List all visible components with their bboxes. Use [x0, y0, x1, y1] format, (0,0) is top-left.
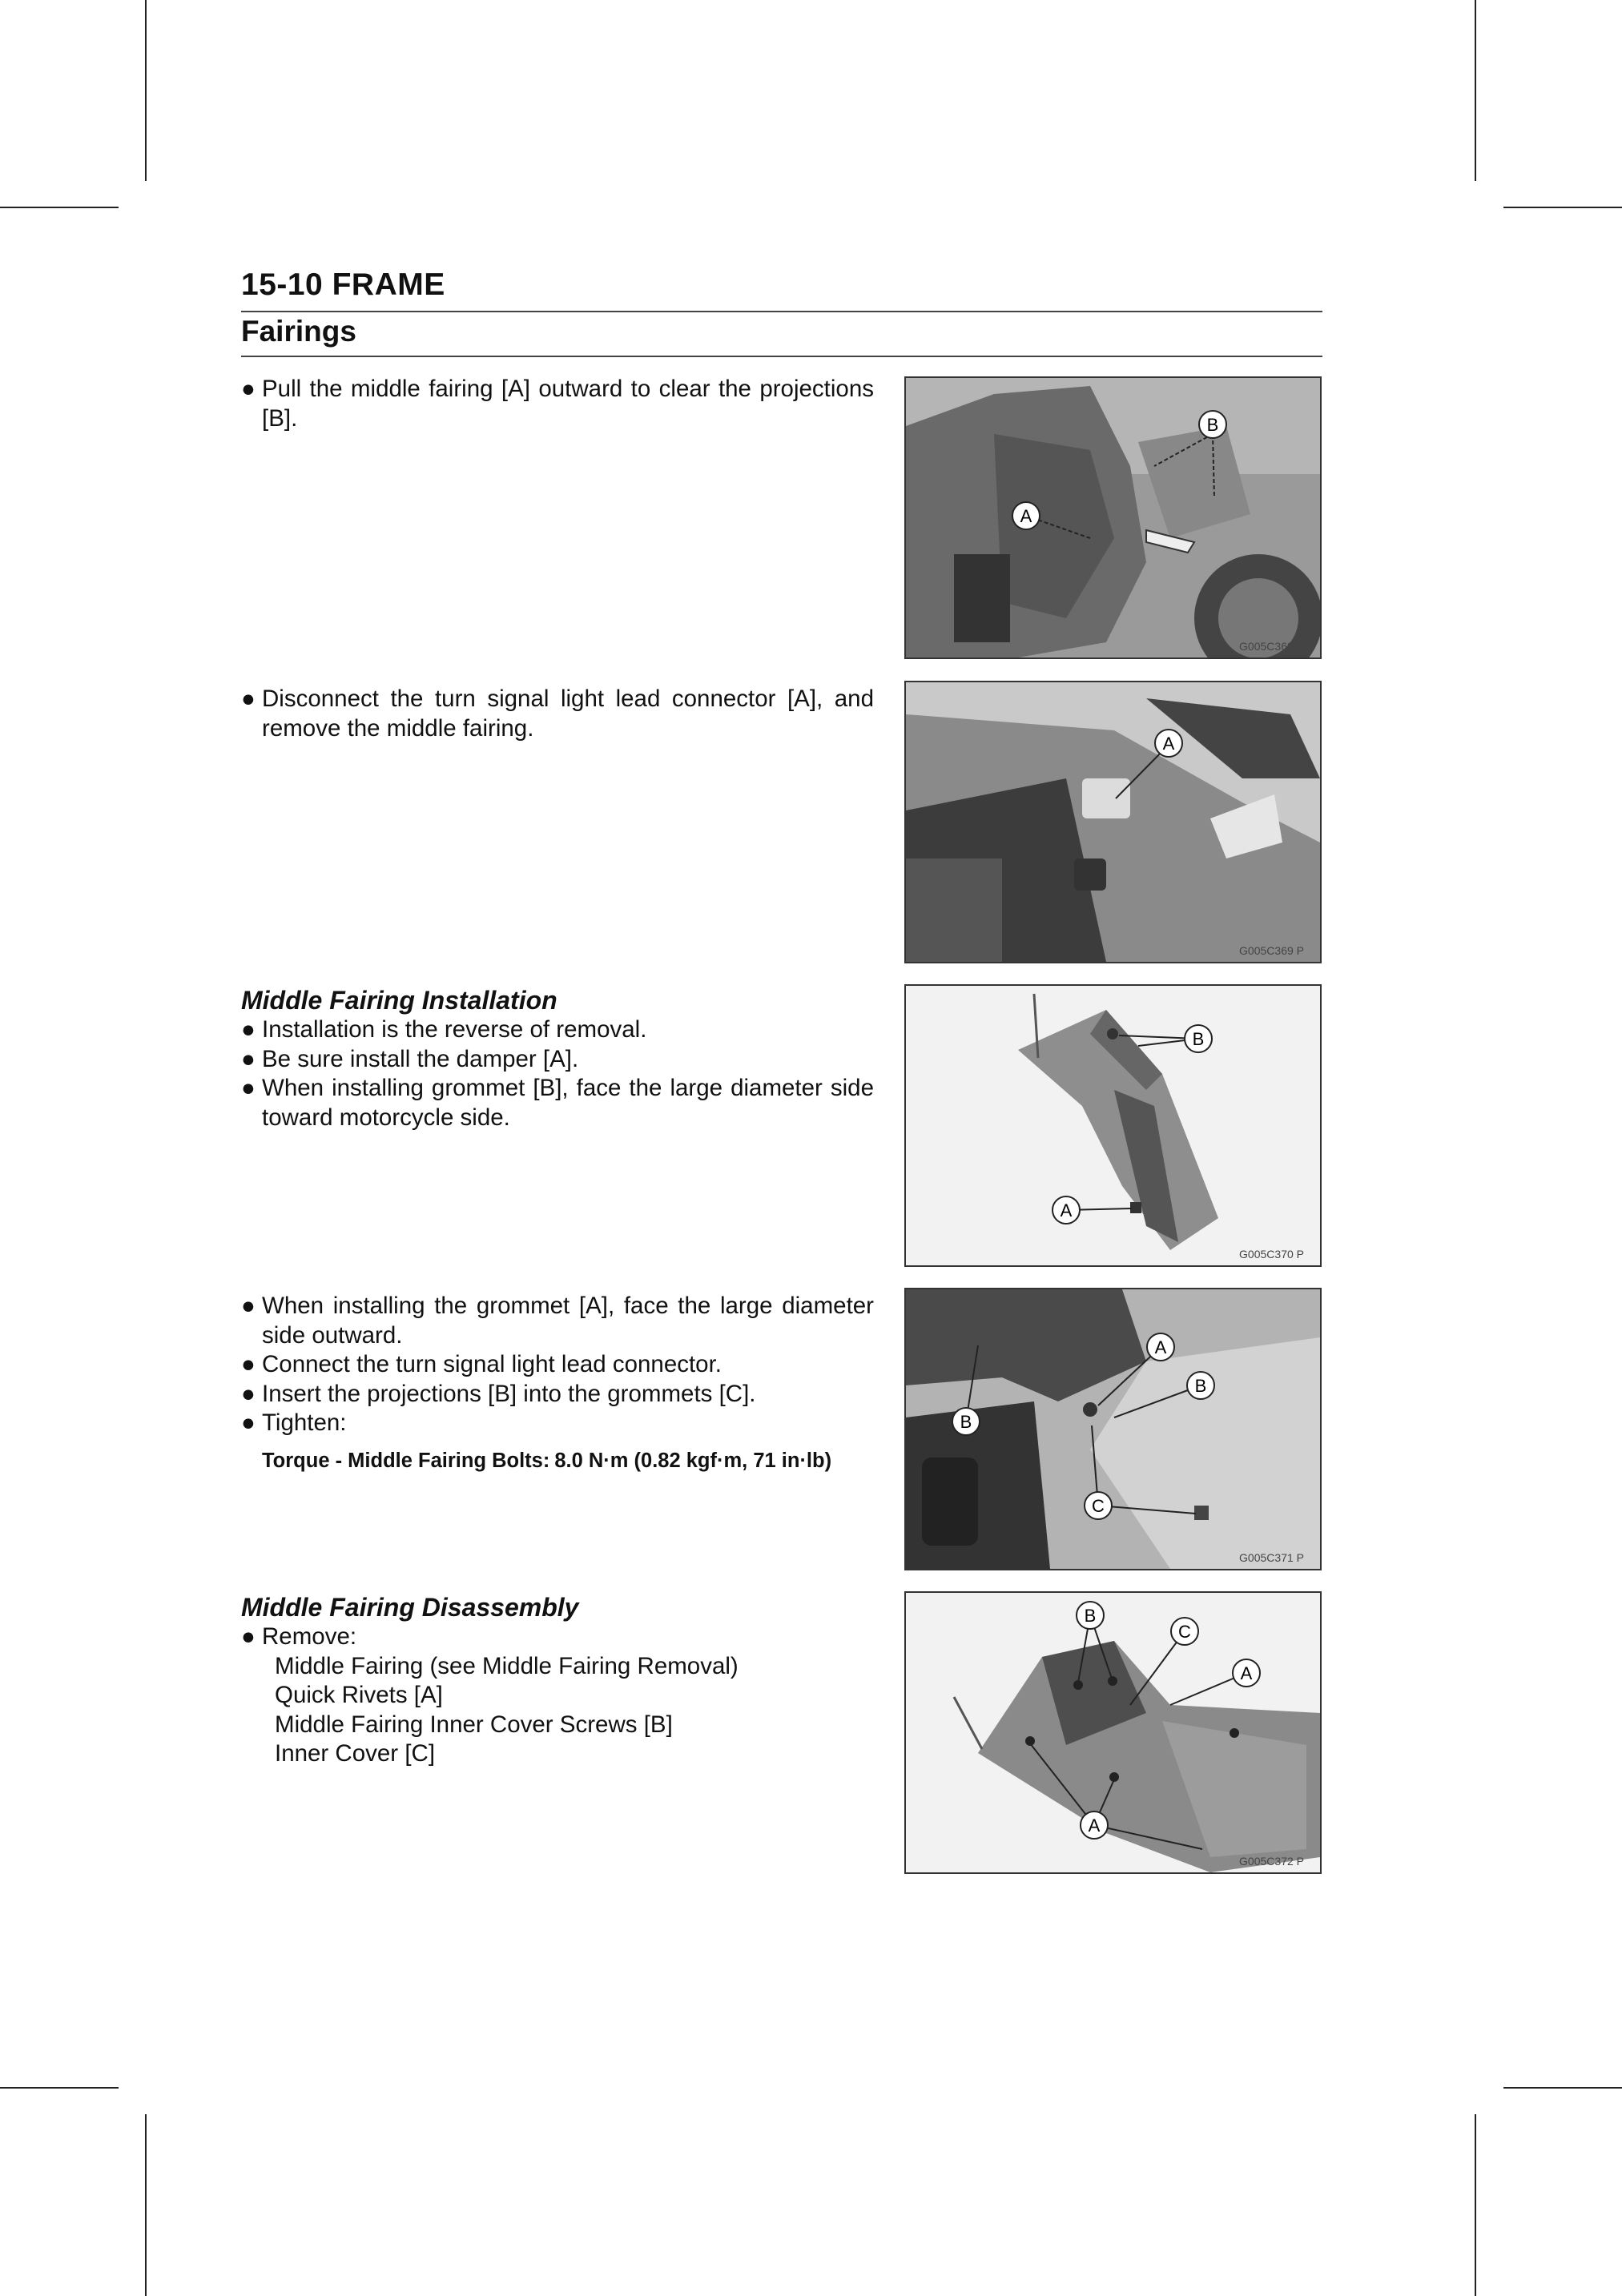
crop-mark [0, 207, 119, 208]
figure-photo [904, 1288, 1322, 1570]
figure-photo [904, 681, 1322, 963]
bullet-item [241, 1409, 874, 1438]
crop-mark [145, 2114, 147, 2296]
figure-code: G005C369 P [1239, 944, 1304, 957]
callout-label: C [1178, 1622, 1191, 1642]
step-block-2 [241, 685, 874, 743]
bullet-icon: ● [241, 686, 256, 712]
bullet-icon: ● [241, 1380, 256, 1407]
step-block-4 [241, 1292, 874, 1475]
callout-label: B [1084, 1606, 1097, 1626]
step-block-3 [241, 985, 874, 1132]
callout-label: A [1060, 1200, 1073, 1220]
callout-label: A [1240, 1663, 1253, 1683]
torque-label: Torque - Middle Fairing Bolts: [262, 1449, 550, 1472]
figure-photo [904, 984, 1322, 1267]
figure-code: G005C372 P [1239, 1855, 1304, 1868]
bullet-text: Pull the middle fairing [A] outward to clear the projections [B]. [262, 376, 874, 432]
bullet-item [241, 1622, 874, 1652]
bullet-icon: ● [241, 1045, 256, 1072]
motorcycle-fairing-photo [906, 378, 1320, 657]
crop-mark [1503, 2087, 1622, 2089]
callout-label: C [1092, 1496, 1105, 1516]
bullet-text: Insert the projections [B] into the grommets [C]. [262, 1380, 756, 1407]
figure-code: G005C370 P [1239, 1248, 1304, 1261]
bullet-item [241, 1350, 874, 1380]
step-block-1 [241, 375, 874, 433]
figure-photo [904, 1591, 1322, 1874]
torque-spec [241, 1446, 874, 1476]
bullet-text: When installing grommet [B], face the large diameter side toward motorcycle side. [262, 1075, 874, 1131]
removal-item: Middle Fairing (see Middle Fairing Removal) [275, 1652, 739, 1679]
callout-label: B [960, 1412, 972, 1432]
callout-label: A [1162, 734, 1175, 754]
bullet-text: When installing the grommet [A], face the large diameter side outward. [262, 1293, 874, 1349]
bullet-text: Tighten: [262, 1409, 347, 1436]
bullet-icon: ● [241, 1409, 256, 1436]
subsection-heading: Middle Fairing Installation [241, 986, 557, 1015]
removal-item: Quick Rivets [A] [275, 1682, 443, 1708]
bullet-icon: ● [241, 1351, 256, 1377]
callout-label: A [1154, 1337, 1167, 1357]
torque-value: 8.0 N·m (0.82 kgf·m, 71 in·lb) [554, 1449, 832, 1472]
step-block-5 [241, 1592, 874, 1769]
bullet-text: Remove: [262, 1623, 357, 1650]
grommet-projection-photo [906, 1289, 1320, 1569]
bullet-text: Disconnect the turn signal light lead connector [A], and remove the middle fairing. [262, 686, 874, 742]
bullet-text: Connect the turn signal light lead connector. [262, 1351, 722, 1377]
inner-cover-photo [906, 1593, 1320, 1872]
bullet-text: Be sure install the damper [A]. [262, 1045, 579, 1072]
bullet-icon: ● [241, 376, 256, 402]
bullet-item [241, 1074, 874, 1132]
bullet-item [241, 1292, 874, 1350]
bullet-icon: ● [241, 1016, 256, 1043]
crop-mark [1475, 2114, 1476, 2296]
fairing-damper-grommet-photo [906, 986, 1320, 1265]
bullet-item [241, 1380, 874, 1409]
callout-label: B [1206, 415, 1219, 435]
removal-item: Inner Cover [C] [275, 1740, 436, 1767]
header-rule [241, 311, 1322, 312]
bullet-item [241, 1045, 874, 1075]
turn-signal-connector-photo [906, 682, 1320, 962]
bullet-item [241, 1015, 874, 1045]
section-rule [241, 356, 1322, 357]
section-title: Fairings [241, 315, 356, 348]
figure-code: G005C368 P [1239, 640, 1304, 653]
page-header: 15-10 FRAME [241, 267, 445, 302]
crop-mark [1475, 0, 1476, 181]
bullet-icon: ● [241, 1293, 256, 1319]
bullet-icon: ● [241, 1623, 256, 1650]
crop-mark [145, 0, 147, 181]
bullet-text: Installation is the reverse of removal. [262, 1016, 647, 1043]
removal-item: Middle Fairing Inner Cover Screws [B] [275, 1711, 673, 1738]
subsection-heading: Middle Fairing Disassembly [241, 1593, 579, 1622]
bullet-item [241, 685, 874, 743]
crop-mark [0, 2087, 119, 2089]
callout-label: A [1088, 1815, 1101, 1836]
figure-photo [904, 376, 1322, 659]
callout-label: B [1192, 1029, 1205, 1049]
crop-mark [1503, 207, 1622, 208]
bullet-item [241, 375, 874, 433]
bullet-icon: ● [241, 1075, 256, 1101]
callout-label: A [1020, 506, 1032, 526]
figure-code: G005C371 P [1239, 1551, 1304, 1564]
callout-label: B [1194, 1376, 1207, 1396]
